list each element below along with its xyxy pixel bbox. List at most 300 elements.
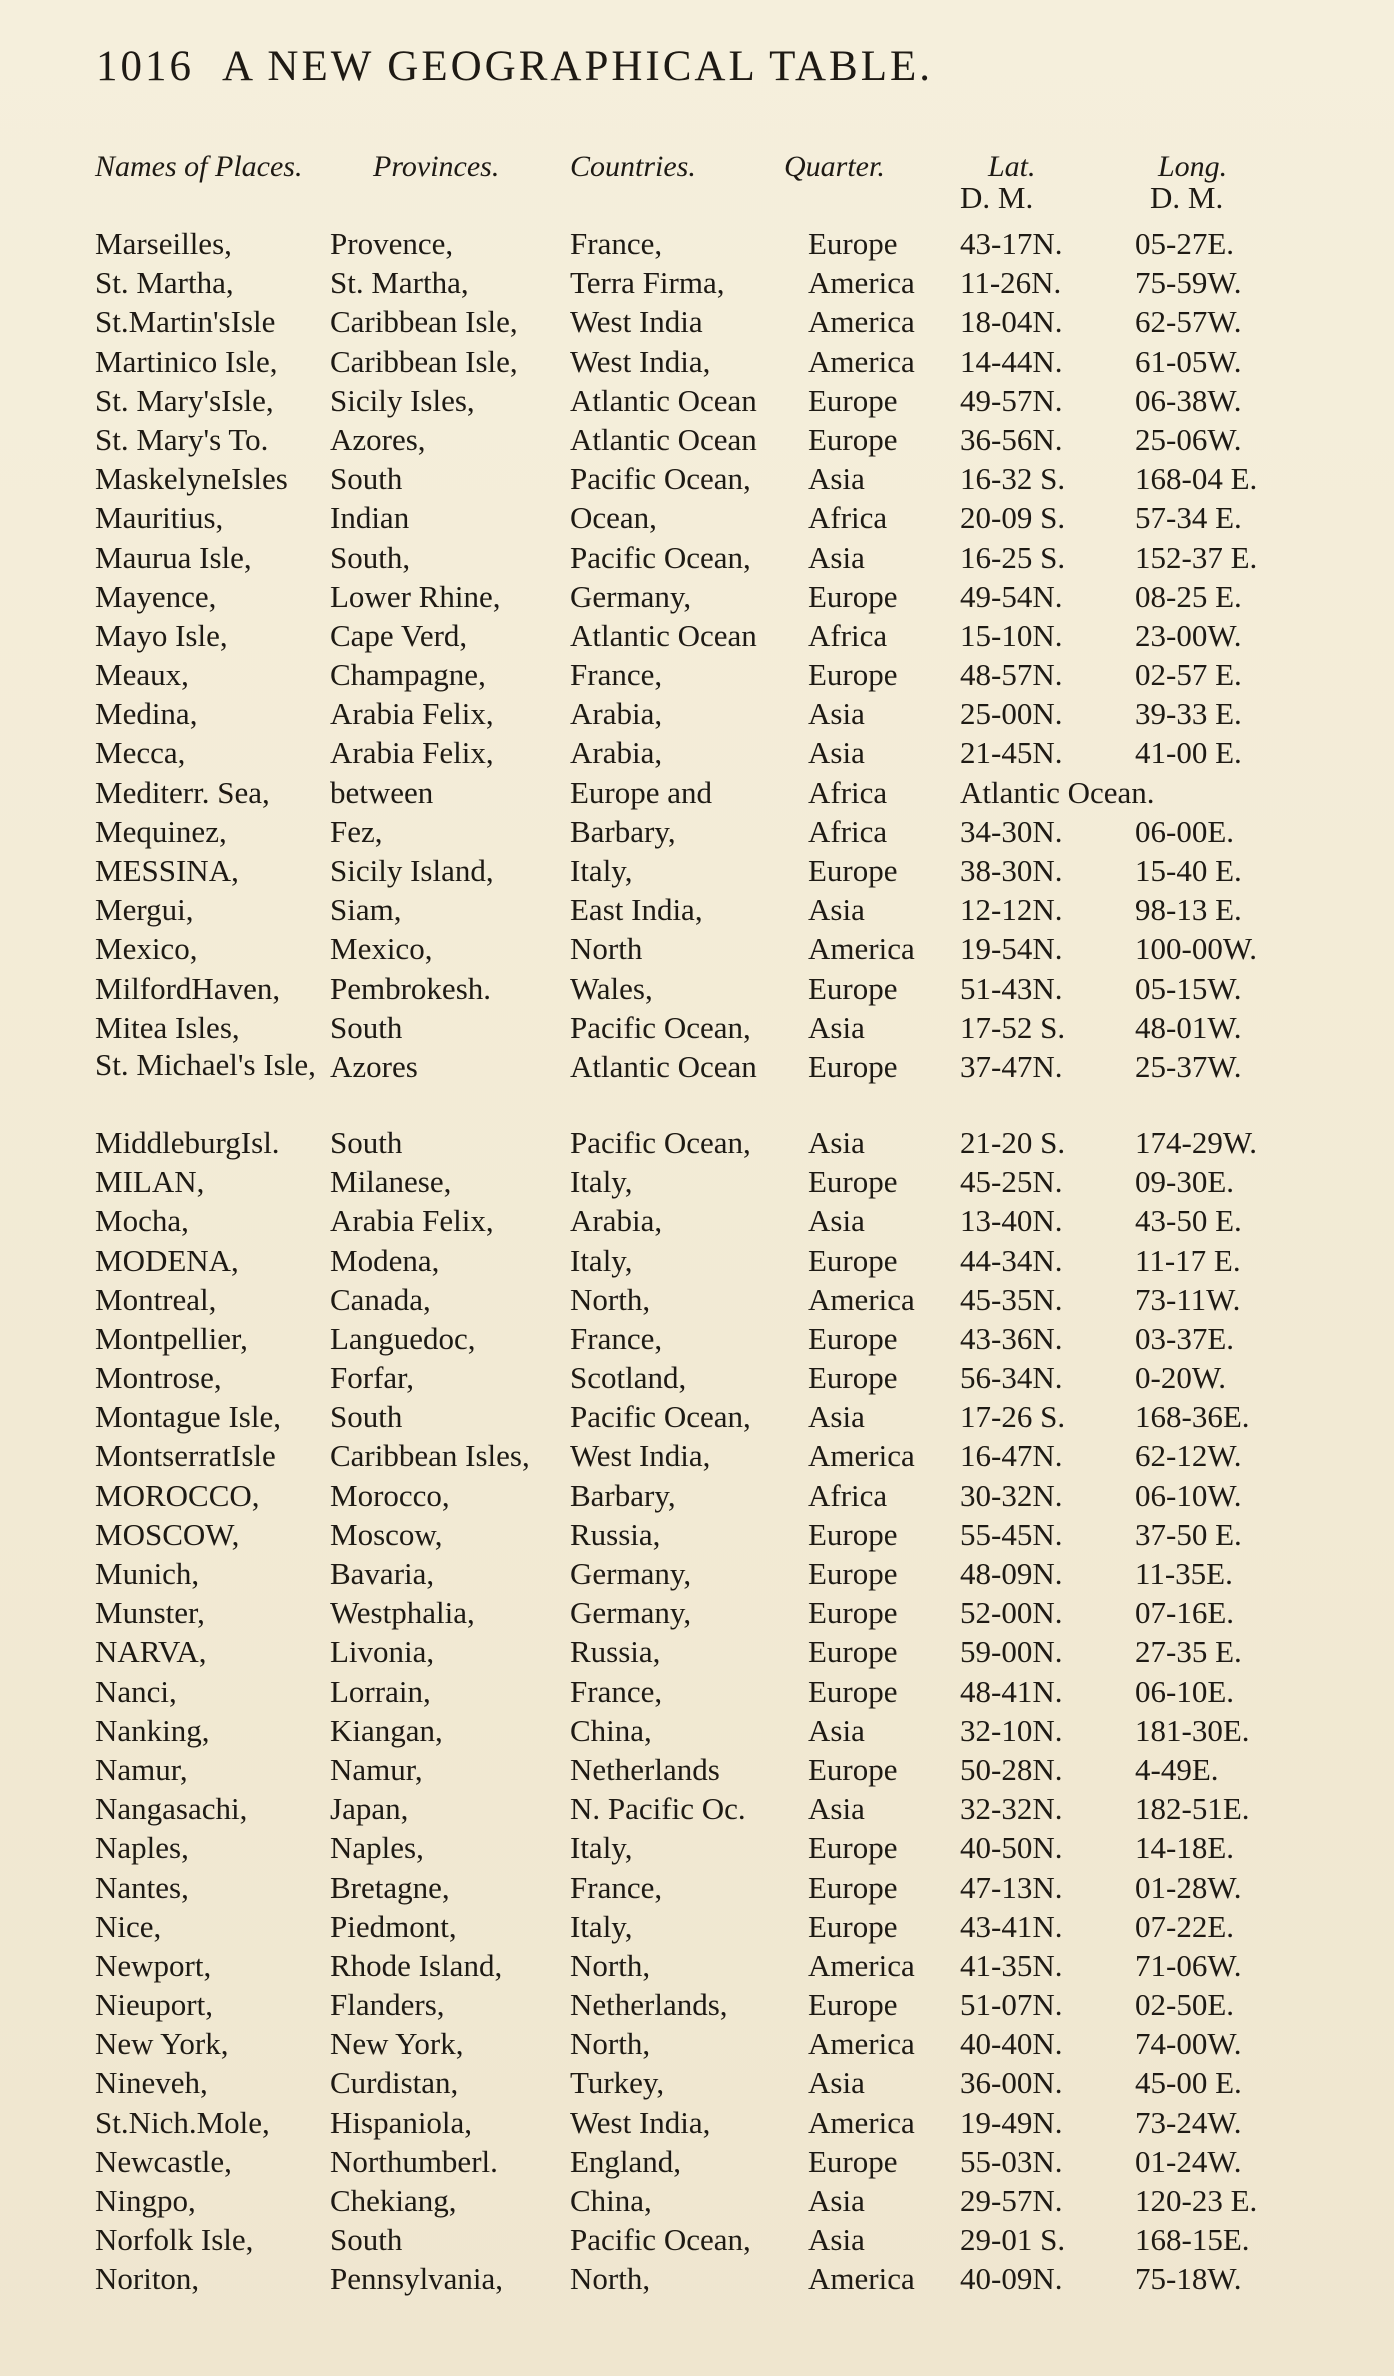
table-row (0, 655, 1394, 694)
country: France, (570, 1869, 663, 1905)
latitude: 21-45N. (960, 735, 1063, 771)
quarter: Europe (808, 970, 898, 1006)
latitude: 29-01 S. (960, 2222, 1066, 2258)
province: Lorrain, (330, 1673, 431, 1709)
place-name: Ningpo, (95, 2183, 196, 2218)
latitude: 18-04N. (960, 304, 1063, 340)
long-units: D. M. (1150, 180, 1224, 215)
longitude: 08-25 E. (1135, 578, 1242, 614)
place-name: St. Mary's To. (95, 421, 269, 457)
country: Pacific Ocean, (570, 2222, 751, 2258)
country: France, (570, 1320, 663, 1356)
longitude: 168-36E. (1135, 1399, 1250, 1435)
quarter: Europe (808, 1320, 898, 1356)
quarter: Asia (808, 892, 865, 928)
latitude: 20-09 S. (960, 500, 1066, 536)
country: West India, (570, 343, 711, 379)
place-name: Nanking, (95, 1712, 210, 1748)
country: England, (570, 2143, 682, 2179)
latitude: 43-36N. (960, 1320, 1063, 1356)
latitude: 48-57N. (960, 657, 1063, 693)
country: France, (570, 657, 663, 693)
geographical-table (0, 224, 1394, 2299)
table-row (0, 1828, 1394, 1867)
quarter: Europe (808, 1556, 898, 1591)
table-row (0, 2103, 1394, 2142)
province: South (330, 2222, 403, 2258)
province: Livonia, (330, 1634, 435, 1670)
table-row (0, 538, 1394, 577)
longitude: 57-34 E. (1135, 500, 1242, 536)
place-name: Marseilles, (95, 226, 232, 261)
country: Pacific Ocean, (570, 1399, 751, 1435)
latitude: 56-34N. (960, 1360, 1063, 1396)
table-row (0, 1397, 1394, 1436)
table-row (0, 1946, 1394, 1985)
table-row (0, 1632, 1394, 1671)
table-row (0, 773, 1394, 812)
province: Arabia Felix, (330, 735, 494, 771)
table-row (0, 616, 1394, 655)
place-name: MiddleburgIsl. (95, 1124, 280, 1160)
country: East India, (570, 892, 703, 928)
province: Bavaria, (330, 1556, 435, 1591)
country: Russia, (570, 1516, 661, 1552)
country: West India, (570, 2104, 711, 2140)
province: Arabia Felix, (330, 1203, 494, 1239)
table-row (0, 1868, 1394, 1907)
place-name: New York, (95, 2026, 229, 2062)
country: N. Pacific Oc. (570, 1791, 746, 1827)
place-name: MODENA, (95, 1242, 239, 1278)
place-name: Nangasachi, (95, 1791, 248, 1827)
latitude: 29-57N. (960, 2183, 1063, 2218)
quarter: Asia (808, 2183, 865, 2218)
longitude: 43-50 E. (1135, 1203, 1242, 1239)
longitude: 152-37 E. (1135, 539, 1258, 575)
longitude: 11-17 E. (1135, 1242, 1241, 1278)
lat-units: D. M. (960, 180, 1034, 215)
longitude: 168-04 E. (1135, 461, 1258, 497)
latitude: 36-00N. (960, 2065, 1063, 2101)
province: Morocco, (330, 1477, 450, 1513)
province: Curdistan, (330, 2065, 459, 2101)
table-row (0, 1672, 1394, 1711)
table-row (0, 381, 1394, 420)
table-row (0, 2181, 1394, 2220)
quarter: Europe (808, 853, 898, 888)
latitude: 14-44N. (960, 343, 1063, 379)
quarter: Europe (808, 382, 898, 418)
country: Germany, (570, 578, 692, 614)
latitude: 44-34N. (960, 1242, 1063, 1278)
longitude: 07-22E. (1135, 1908, 1235, 1944)
longitude: 120-23 E. (1135, 2183, 1258, 2218)
place-name: St. Michael's Isle, (95, 1046, 316, 1082)
country: Barbary, (570, 813, 676, 849)
province: Flanders, (330, 1987, 445, 2023)
quarter: Africa (808, 813, 888, 849)
country: Atlantic Ocean (570, 421, 757, 457)
table-row (0, 1436, 1394, 1475)
longitude: 06-38W. (1135, 382, 1242, 418)
latitude: 48-41N. (960, 1673, 1063, 1709)
column-header-provinces: Provinces. (373, 150, 500, 183)
quarter: Africa (808, 1477, 888, 1513)
longitude: 01-24W. (1135, 2143, 1242, 2179)
province: Caribbean Isle, (330, 304, 518, 340)
province: Fez, (330, 813, 383, 849)
latitude: 55-03N. (960, 2143, 1063, 2179)
longitude: 75-18W. (1135, 2261, 1242, 2297)
province: Champagne, (330, 657, 486, 693)
table-row (0, 1554, 1394, 1593)
country: Atlantic Ocean (570, 1048, 757, 1084)
province: Namur, (330, 1751, 423, 1787)
longitude: 73-24W. (1135, 2104, 1242, 2140)
country: Italy, (570, 1830, 633, 1866)
country: Italy, (570, 1164, 633, 1200)
quarter: America (808, 1947, 915, 1983)
quarter: Europe (808, 1751, 898, 1787)
place-name: Namur, (95, 1751, 188, 1787)
longitude: 09-30E. (1135, 1164, 1235, 1200)
place-name: St. Martha, (95, 265, 234, 301)
country: North (570, 931, 643, 967)
table-row (0, 1280, 1394, 1319)
table-row (0, 890, 1394, 929)
quarter: Asia (808, 461, 865, 497)
latitude: 47-13N. (960, 1869, 1063, 1905)
table-row (0, 1201, 1394, 1240)
table-row (0, 1358, 1394, 1397)
latitude: 17-26 S. (960, 1399, 1066, 1435)
longitude: 4-49E. (1135, 1751, 1219, 1787)
country: Turkey, (570, 2065, 665, 2101)
quarter: Europe (808, 1830, 898, 1866)
province: Piedmont, (330, 1908, 457, 1944)
longitude: 62-12W. (1135, 1438, 1242, 1474)
province: South (330, 1009, 403, 1045)
place-name: St. Mary'sIsle, (95, 382, 274, 418)
latitude: 34-30N. (960, 813, 1063, 849)
place-name: Nanci, (95, 1673, 177, 1709)
latitude: 32-10N. (960, 1712, 1063, 1748)
province: Lower Rhine, (330, 578, 501, 614)
province: Naples, (330, 1830, 424, 1866)
province: Bretagne, (330, 1869, 450, 1905)
table-row (0, 733, 1394, 772)
quarter: America (808, 343, 915, 379)
quarter: Europe (808, 1869, 898, 1905)
latitude: 16-47N. (960, 1438, 1063, 1474)
table-row (0, 1123, 1394, 1162)
quarter: Europe (808, 1987, 898, 2023)
longitude: 174-29W. (1135, 1124, 1257, 1160)
province: Forfar, (330, 1360, 414, 1396)
table-row (0, 2220, 1394, 2259)
latitude: 40-09N. (960, 2261, 1063, 2297)
country: Italy, (570, 1242, 633, 1278)
place-name: MILAN, (95, 1164, 205, 1200)
province: South, (330, 539, 411, 575)
country: Pacific Ocean, (570, 539, 751, 575)
country: Atlantic Ocean (570, 382, 757, 418)
place-name: Mequinez, (95, 813, 227, 849)
country: Germany, (570, 1556, 692, 1591)
longitude: 98-13 E. (1135, 892, 1242, 928)
place-name: Noriton, (95, 2261, 200, 2297)
quarter: Asia (808, 1791, 865, 1827)
latitude: 32-32N. (960, 1791, 1063, 1827)
quarter: America (808, 2261, 915, 2297)
table-row (0, 2063, 1394, 2102)
latitude: 19-49N. (960, 2104, 1063, 2140)
page-title: A NEW GEOGRAPHICAL TABLE. (222, 43, 933, 90)
country: Netherlands, (570, 1987, 728, 2023)
place-name: Munster, (95, 1595, 205, 1631)
column-header-names: Names of Places. (95, 150, 303, 183)
quarter: Europe (808, 226, 898, 261)
longitude: 100-00W. (1135, 931, 1257, 967)
country: Pacific Ocean, (570, 1124, 751, 1160)
province: Japan, (330, 1791, 409, 1827)
place-name: Nice, (95, 1908, 162, 1944)
province: South (330, 1124, 403, 1160)
longitude: 02-50E. (1135, 1987, 1235, 2023)
place-name: Nieuport, (95, 1987, 213, 2023)
country: Atlantic Ocean (570, 617, 757, 653)
longitude: 02-57 E. (1135, 657, 1242, 693)
table-row (0, 1907, 1394, 1946)
table-row (0, 969, 1394, 1008)
quarter: America (808, 265, 915, 301)
province: Hispaniola, (330, 2104, 473, 2140)
longitude: 75-59W. (1135, 265, 1242, 301)
country: Pacific Ocean, (570, 461, 751, 497)
province: Sicily Isles, (330, 382, 475, 418)
table-row (0, 1750, 1394, 1789)
country: West India (570, 304, 703, 340)
table-row (0, 1476, 1394, 1515)
quarter: Asia (808, 539, 865, 575)
longitude: 06-00E. (1135, 813, 1235, 849)
page-header (96, 42, 1306, 102)
province: Canada, (330, 1281, 431, 1317)
place-name: Nineveh, (95, 2065, 208, 2101)
quarter: Europe (808, 1360, 898, 1396)
table-row (0, 1047, 1394, 1123)
province: Pembrokesh. (330, 970, 492, 1006)
country: Wales, (570, 970, 653, 1006)
place-name: Meaux, (95, 657, 189, 693)
latitude: 59-00N. (960, 1634, 1063, 1670)
longitude: 05-27E. (1135, 226, 1235, 261)
latitude: 19-54N. (960, 931, 1063, 967)
table-row (0, 342, 1394, 381)
quarter: America (808, 1281, 915, 1317)
place-name: Newcastle, (95, 2143, 232, 2179)
longitude: 168-15E. (1135, 2222, 1250, 2258)
page-number: 1016 (96, 43, 194, 90)
country: West India, (570, 1438, 711, 1474)
longitude: 23-00W. (1135, 617, 1242, 653)
longitude: 06-10W. (1135, 1477, 1242, 1513)
place-name: St.Martin'sIsle (95, 304, 276, 340)
column-header-long: Long. (1158, 150, 1228, 183)
longitude: 25-06W. (1135, 421, 1242, 457)
province: Mexico, (330, 931, 433, 967)
country: Barbary, (570, 1477, 676, 1513)
place-name: Medina, (95, 696, 198, 732)
column-header-countries: Countries. (570, 150, 696, 183)
place-name: St.Nich.Mole, (95, 2104, 270, 2140)
place-name: Martinico Isle, (95, 343, 278, 379)
quarter: Europe (808, 1595, 898, 1631)
province: Azores (330, 1048, 418, 1084)
place-name: MilfordHaven, (95, 970, 281, 1006)
table-row (0, 1319, 1394, 1358)
quarter: Asia (808, 1009, 865, 1045)
latitude: 52-00N. (960, 1595, 1063, 1631)
quarter: Asia (808, 1203, 865, 1239)
latitude: 15-10N. (960, 617, 1063, 653)
longitude: 27-35 E. (1135, 1634, 1242, 1670)
country: Arabia, (570, 1203, 663, 1239)
table-row (0, 694, 1394, 733)
table-row (0, 851, 1394, 890)
place-name: Montrose, (95, 1360, 222, 1396)
latitude: 49-54N. (960, 578, 1063, 614)
quarter: Asia (808, 2222, 865, 2258)
table-row (0, 498, 1394, 537)
place-name: Maurua Isle, (95, 539, 252, 575)
table-row (0, 1593, 1394, 1632)
latitude: 41-35N. (960, 1947, 1063, 1983)
table-row (0, 1241, 1394, 1280)
province: Caribbean Isle, (330, 343, 518, 379)
latitude: 48-09N. (960, 1556, 1063, 1591)
latitude: 16-25 S. (960, 539, 1066, 575)
latitude: 30-32N. (960, 1477, 1063, 1513)
column-header-lat: Lat. (988, 150, 1036, 183)
latitude: 45-35N. (960, 1281, 1063, 1317)
longitude: 06-10E. (1135, 1673, 1235, 1709)
latitude: 40-40N. (960, 2026, 1063, 2062)
place-name: Mexico, (95, 931, 198, 967)
place-name: Naples, (95, 1830, 189, 1866)
table-row (0, 224, 1394, 263)
table-row (0, 1789, 1394, 1828)
latitude: 40-50N. (960, 1830, 1063, 1866)
place-name: MOROCCO, (95, 1477, 260, 1513)
place-name: Norfolk Isle, (95, 2222, 254, 2258)
latitude: Atlantic Ocean. (960, 774, 1155, 810)
latitude: 51-07N. (960, 1987, 1063, 2023)
quarter: America (808, 1438, 915, 1474)
country: Netherlands (570, 1751, 720, 1787)
quarter: Asia (808, 2065, 865, 2101)
country: Italy, (570, 853, 633, 888)
quarter: Africa (808, 774, 888, 810)
latitude: 16-32 S. (960, 461, 1066, 497)
place-name: Nantes, (95, 1869, 189, 1905)
latitude: 45-25N. (960, 1164, 1063, 1200)
latitude: 51-43N. (960, 970, 1063, 1006)
latitude: 11-26N. (960, 265, 1062, 301)
quarter: America (808, 2104, 915, 2140)
country: Pacific Ocean, (570, 1009, 751, 1045)
latitude: 25-00N. (960, 696, 1063, 732)
province: Rhode Island, (330, 1947, 503, 1983)
place-name: MontserratIsle (95, 1438, 276, 1474)
country: France, (570, 226, 663, 261)
quarter: America (808, 2026, 915, 2062)
country: Ocean, (570, 500, 657, 536)
place-name: Mediterr. Sea, (95, 774, 270, 810)
longitude: 25-37W. (1135, 1048, 1242, 1084)
province: St. Martha, (330, 265, 469, 301)
country: Arabia, (570, 696, 663, 732)
country: Terra Firma, (570, 265, 725, 301)
longitude: 14-18E. (1135, 1830, 1235, 1866)
longitude: 11-35E. (1135, 1556, 1233, 1591)
quarter: Europe (808, 1516, 898, 1552)
quarter: Africa (808, 500, 888, 536)
province: Moscow, (330, 1516, 443, 1552)
province: Westphalia, (330, 1595, 475, 1631)
province: Azores, (330, 421, 426, 457)
province: Siam, (330, 892, 402, 928)
latitude: 21-20 S. (960, 1124, 1066, 1160)
province: Cape Verd, (330, 617, 468, 653)
latitude: 17-52 S. (960, 1009, 1066, 1045)
latitude: 43-41N. (960, 1908, 1063, 1944)
country: Russia, (570, 1634, 661, 1670)
province: New York, (330, 2026, 464, 2062)
quarter: Europe (808, 421, 898, 457)
country: Germany, (570, 1595, 692, 1631)
latitude: 13-40N. (960, 1203, 1063, 1239)
place-name: MOSCOW, (95, 1516, 240, 1552)
province: Modena, (330, 1242, 440, 1278)
country: Europe and (570, 774, 713, 810)
place-name: Munich, (95, 1556, 200, 1591)
quarter: America (808, 931, 915, 967)
place-name: Mergui, (95, 892, 194, 928)
quarter: Europe (808, 1908, 898, 1944)
longitude: 07-16E. (1135, 1595, 1235, 1631)
table-row (0, 459, 1394, 498)
place-name: Mayo Isle, (95, 617, 228, 653)
country: North, (570, 2026, 651, 2062)
longitude: 37-50 E. (1135, 1516, 1242, 1552)
country: Arabia, (570, 735, 663, 771)
province: Kiangan, (330, 1712, 443, 1748)
table-row (0, 302, 1394, 341)
latitude: 43-17N. (960, 226, 1063, 261)
country: Scotland, (570, 1360, 687, 1396)
longitude: 61-05W. (1135, 343, 1242, 379)
place-name: NARVA, (95, 1634, 207, 1670)
longitude: 15-40 E. (1135, 853, 1242, 888)
place-name: Mitea Isles, (95, 1009, 240, 1045)
table-row (0, 420, 1394, 459)
longitude: 41-00 E. (1135, 735, 1242, 771)
latitude: 50-28N. (960, 1751, 1063, 1787)
latitude: 36-56N. (960, 421, 1063, 457)
province: Languedoc, (330, 1320, 476, 1356)
